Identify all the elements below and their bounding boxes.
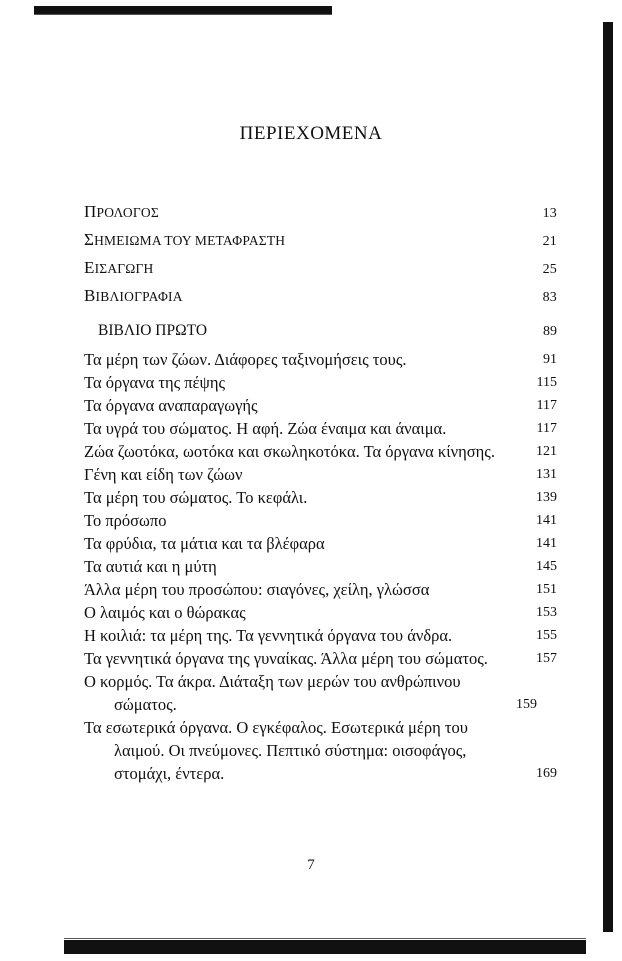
toc-front-item[interactable]	[84, 283, 557, 311]
toc-page-number: 151	[536, 582, 557, 597]
page-title: ΠΕΡΙΕΧΟΜΕΝΑ	[239, 123, 383, 144]
table-of-contents	[84, 199, 557, 785]
toc-page-number: 83	[542, 290, 557, 305]
top-edge-line	[34, 14, 332, 15]
toc-entry-text: Τα μέρη των ζώων. Διάφορες ταξινομήσεις τους.	[84, 350, 407, 369]
toc-entry-text: Τα αυτιά και η μύτη	[84, 557, 217, 576]
toc-entry[interactable]	[84, 601, 557, 624]
toc-page-number: 157	[536, 651, 557, 666]
toc-entry-text: Τα υγρά του σώματος. Η αφή. Ζώα έναιμα και άναιμα.	[84, 419, 447, 438]
toc-entry[interactable]	[84, 371, 557, 394]
toc-page-number: 139	[536, 490, 557, 505]
toc-front-item[interactable]	[84, 199, 557, 227]
toc-entry-text: Ο κορμός. Τα άκρα. Διάταξη των μερών του ανθρώπινου σώματος.	[84, 672, 461, 714]
toc-entry[interactable]	[84, 509, 557, 532]
toc-entry[interactable]	[84, 532, 557, 555]
toc-entry[interactable]	[84, 440, 557, 463]
toc-entry-text: Ο λαιμός και ο θώρακας	[84, 603, 246, 622]
toc-page-number: 21	[542, 234, 557, 249]
toc-entry[interactable]	[84, 348, 557, 371]
toc-entry[interactable]	[84, 486, 557, 509]
toc-entry[interactable]	[84, 555, 557, 578]
toc-entry[interactable]	[84, 394, 557, 417]
bottom-edge-bar	[64, 940, 586, 954]
toc-entry-text: Τα μέρη του σώματος. Το κεφάλι.	[84, 488, 308, 507]
toc-entry[interactable]	[84, 670, 557, 716]
toc-item-label: ΠΡΟΛΟΓΟΣ	[84, 202, 159, 221]
right-edge-bar	[603, 22, 613, 932]
toc-page-number: 159	[516, 697, 537, 712]
toc-page-number: 155	[536, 628, 557, 643]
toc-page-number: 13	[542, 206, 557, 221]
toc-item-label: ΣΗΜΕΙΩΜΑ ΤΟΥ ΜΕΤΑΦΡΑΣΤΗ	[84, 230, 286, 249]
section-label: ΒΙΒΛΙΟ ΠΡΩΤΟ	[98, 322, 208, 339]
toc-page-number: 117	[536, 398, 557, 413]
toc-entry[interactable]	[84, 716, 557, 785]
toc-page-number: 91	[543, 352, 557, 367]
toc-entry-text: Το πρόσωπο	[84, 511, 167, 530]
toc-entry[interactable]	[84, 647, 557, 670]
toc-page-number: 141	[536, 536, 557, 551]
toc-entry[interactable]	[84, 417, 557, 440]
top-edge-bar	[34, 6, 332, 14]
toc-page-number: 25	[542, 262, 557, 277]
toc-entry[interactable]	[84, 624, 557, 647]
toc-entry-text: Τα φρύδια, τα μάτια και τα βλέφαρα	[84, 534, 325, 553]
toc-entry-text: Η κοιλιά: τα μέρη της. Τα γεννητικά όργανα του άνδρα.	[84, 626, 453, 645]
toc-entry-text: Τα όργανα αναπαραγωγής	[84, 396, 258, 415]
toc-page-number: 153	[536, 605, 557, 620]
toc-page-number: 169	[536, 766, 557, 781]
toc-page-number: 131	[536, 467, 557, 482]
toc-page-number: 115	[536, 375, 557, 390]
toc-page-number: 117	[536, 421, 557, 436]
toc-page-number: 145	[536, 559, 557, 574]
toc-entry-text: Τα γεννητικά όργανα της γυναίκας. Άλλα μέρη του σώματος.	[84, 649, 488, 668]
toc-item-label: ΕΙΣΑΓΩΓΗ	[84, 258, 154, 277]
toc-entry-text: Τα όργανα της πέψης	[84, 373, 226, 392]
bottom-edge-line	[64, 938, 586, 939]
toc-entry-text: Γένη και είδη των ζώων	[84, 465, 243, 484]
toc-entry-text: Τα εσωτερικά όργανα. Ο εγκέφαλος. Εσωτερικά μέρη του λαιμού. Οι πνεύμονες. Πεπτικό σύστημα: οισοφάγος, στομάχι, έντερα.	[84, 718, 468, 783]
page-number: 7	[307, 857, 315, 873]
toc-front-item[interactable]	[84, 227, 557, 255]
toc-section-heading[interactable]	[84, 315, 557, 348]
toc-page-number: 141	[536, 513, 557, 528]
toc-page-number: 89	[543, 324, 557, 339]
toc-page-number: 121	[536, 444, 557, 459]
toc-entry[interactable]	[84, 463, 557, 486]
toc-item-label: ΒΙΒΛΙΟΓΡΑΦΙΑ	[84, 286, 183, 305]
toc-entry[interactable]	[84, 578, 557, 601]
toc-front-item[interactable]	[84, 255, 557, 283]
toc-entry-text: Άλλα μέρη του προσώπου: σιαγόνες, χείλη, γλώσσα	[84, 580, 430, 599]
toc-entry-text: Ζώα ζωοτόκα, ωοτόκα και σκωληκοτόκα. Τα όργανα κίνησης.	[84, 442, 495, 461]
